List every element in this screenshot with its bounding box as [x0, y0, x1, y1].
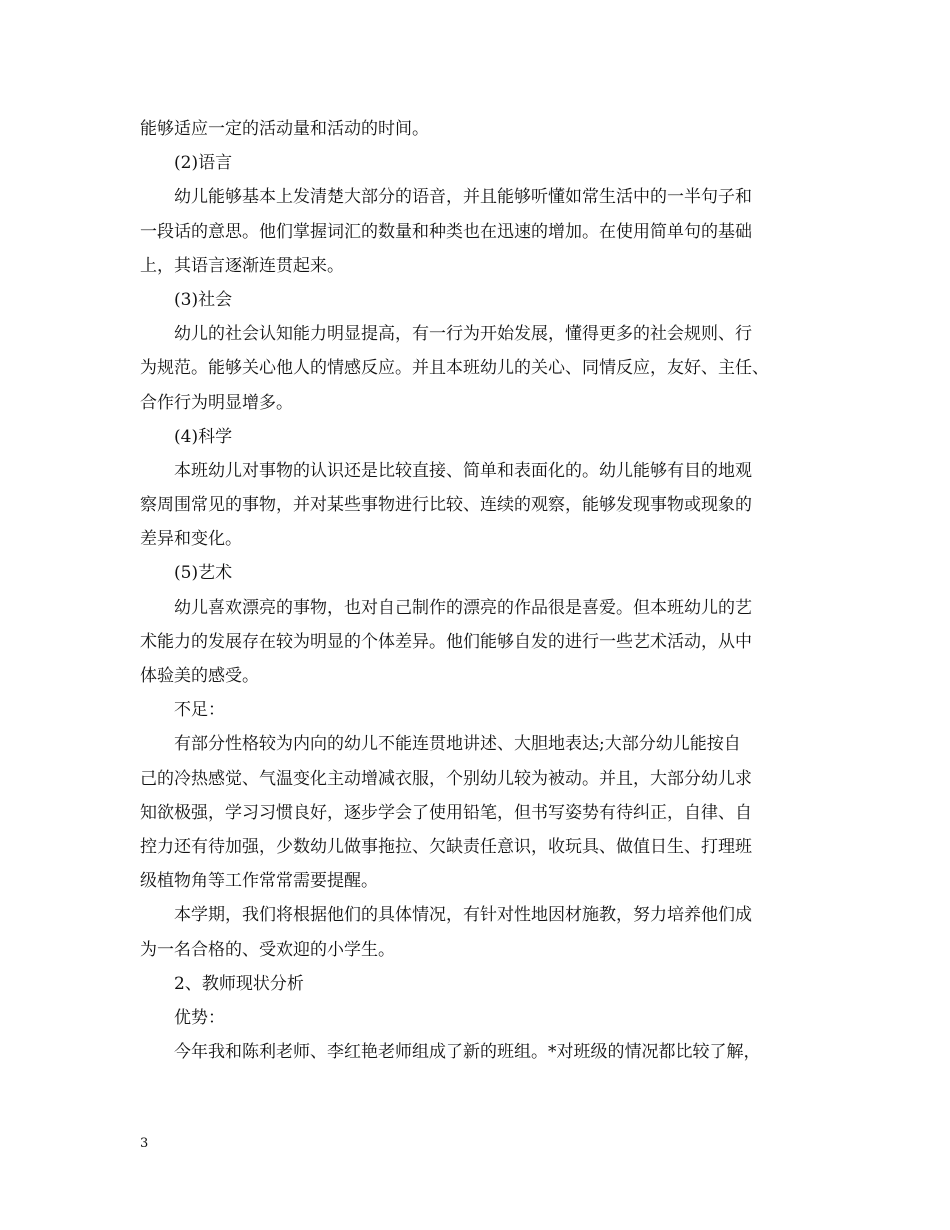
text-line: 察周围常见的事物，并对某些事物进行比较、连续的观察，能够发现事物或现象的 — [140, 495, 752, 516]
text-line: 术能力的发展存在较为明显的个体差异。他们能够自发的进行一些艺术活动，从中 — [140, 631, 752, 652]
text-line: 知欲极强，学习习惯良好，逐步学会了使用铅笔，但书写姿势有待纠正，自律、自 — [140, 802, 752, 823]
text-line: 级植物角等工作常常需要提醒。 — [140, 871, 378, 892]
page-number: 3 — [140, 1136, 149, 1151]
text-line: 幼儿喜欢漂亮的事物，也对自己制作的漂亮的作品很是喜爱。但本班幼儿的艺 — [174, 597, 752, 618]
text-line: 一段话的意思。他们掌握词汇的数量和种类也在迅速的增加。在使用简单句的基础 — [140, 221, 752, 242]
text-line: 己的冷热感觉、气温变化主动增减衣服，个别幼儿较为被动。并且，大部分幼儿求 — [140, 768, 752, 789]
section-heading-strengths: 优势： — [174, 1007, 225, 1028]
text-line: 上，其语言逐渐连贯起来。 — [140, 255, 344, 276]
section-heading-teacher-analysis: 2、教师现状分析 — [174, 973, 304, 994]
text-line: 差异和变化。 — [140, 529, 242, 550]
text-line: 为一名合格的、受欢迎的小学生。 — [140, 939, 395, 960]
section-heading-science: (4)科学 — [174, 426, 233, 447]
section-heading-shortcomings: 不足： — [174, 700, 225, 721]
text-line: 有部分性格较为内向的幼儿不能连贯地讲述、大胆地表达;大部分幼儿能按自 — [174, 734, 741, 755]
text-line: 幼儿能够基本上发清楚大部分的语音，并且能够听懂如常生活中的一半句子和 — [174, 187, 752, 208]
text-line: 幼儿的社会认知能力明显提高，有一行为开始发展，懂得更多的社会规则、行 — [174, 324, 752, 345]
section-heading-art: (5)艺术 — [174, 563, 233, 584]
section-heading-language: (2)语言 — [174, 153, 233, 174]
body-text — [140, 112, 830, 1069]
text-line: 控力还有待加强，少数幼儿做事拖拉、欠缺责任意识，收玩具、做值日生、打理班 — [140, 836, 752, 857]
text-line: 本学期，我们将根据他们的具体情况，有针对性地因材施教，努力培养他们成 — [174, 905, 752, 926]
text-line: 今年我和陈利老师、李红艳老师组成了新的班组。*对班级的情况都比较了解， — [174, 1042, 761, 1063]
text-line: 本班幼儿对事物的认识还是比较直接、简单和表面化的。幼儿能够有目的地观 — [174, 460, 752, 481]
section-heading-social: (3)社会 — [174, 289, 233, 310]
text-line: 合作行为明显增多。 — [140, 392, 293, 413]
text-line: 能够适应一定的活动量和活动的时间。 — [140, 119, 429, 139]
text-line: 体验美的感受。 — [140, 666, 259, 686]
text-line: 为规范。能够关心他人的情感反应。并且本班幼儿的关心、同情反应，友好、主任、 — [140, 358, 769, 379]
